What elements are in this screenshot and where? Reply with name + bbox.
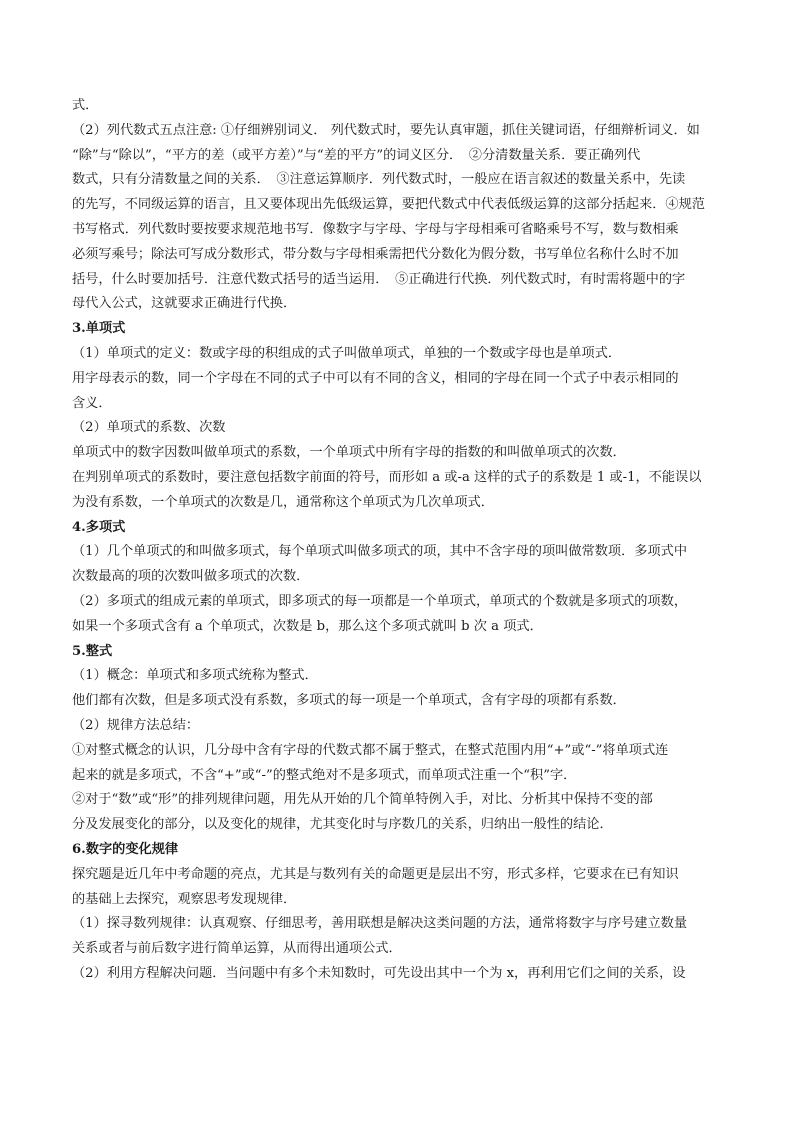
text-line: “除”与“除以”，“平方的差（或平方差）”与“差的平方”的词义区分． ②分清数量关系．要正确列代 — [72, 147, 641, 163]
text-line: 母代入公式，这就要求正确进行代换． — [72, 296, 297, 312]
text-line: 式． — [72, 98, 99, 113]
text-line: 关系或者与前后数字进行简单运算，从而得出通项公式． — [72, 941, 402, 957]
document-page — [72, 94, 722, 987]
text-line: 括号，什么时要加括号．注意代数式括号的适当运用． ⑤正确进行代换．列代数式时，有时需将题中的字 — [72, 271, 686, 287]
document-body — [72, 94, 722, 987]
text-line: 在判别单项式的系数时，要注意包括数字前面的符号，而形如 a 或-a 这样的式子的系数是 1 或-1，不能误以 — [72, 469, 702, 485]
text-line: 为没有系数，一个单项式的次数是几，通常称这个单项式为几次单项式． — [72, 494, 494, 510]
text-line: （1）单项式的定义：数或字母的积组成的式子叫做单项式，单独的一个数或字母也是单项式． — [72, 345, 622, 361]
text-line: （2）规律方法总结： — [72, 717, 200, 733]
text-line: ②对于“数”或“形”的排列规律问题，用先从开始的几个简单特例入手，对比、分析其中保持不变的部 — [72, 792, 653, 808]
text-line: （2）单项式的系数、次数 — [72, 420, 226, 436]
text-line: 含义． — [72, 395, 112, 411]
text-line: 数式，只有分清数量之间的关系． ③注意运算顺序．列代数式时，一般应在语言叙述的数量关系中，先读 — [72, 172, 686, 188]
text-line: 探究题是近几年中考命题的亮点，尤其是与数列有关的命题更是层出不穷，形式多样，它要求在已有知识 — [72, 866, 679, 882]
text-line: （2）利用方程解决问题．当问题中有多个未知数时，可先设出其中一个为 x，再利用它们之间的关系，设 — [72, 965, 686, 981]
text-line: 的基础上去探究，观察思考发现规律． — [72, 891, 297, 907]
text-line: （1）探寻数列规律：认真观察、仔细思考，善用联想是解决这类问题的方法，通常将数字与序号建立数量 — [72, 916, 688, 932]
text-line: 次数最高的项的次数叫做多项式的次数． — [72, 569, 310, 585]
text-line: （1）几个单项式的和叫做多项式，每个单项式叫做多项式的项，其中不含字母的项叫做常数项．多项式中 — [72, 544, 688, 560]
text-line: ①对整式概念的认识，几分母中含有字母的代数式都不属于整式，在整式范围内用“+”或“-”将单项式连 — [72, 742, 669, 758]
text-line: 必须写乘号；除法可写成分数形式，带分数与字母相乘需把代分数化为假分数，书写单位名称什么时不加 — [72, 246, 679, 262]
section-heading: 5.整式 — [72, 643, 113, 659]
text-line: 分及发展变化的部分，以及变化的规律，尤其变化时与序数几的关系，归纳出一般性的结论． — [72, 817, 613, 833]
text-line: 用字母表示的数，同一个字母在不同的式子中可以有不同的含义，相同的字母在同一个式子中表示相同的 — [72, 370, 679, 386]
section-heading: 6.数字的变化规律 — [72, 841, 179, 857]
text-line: 起来的就是多项式，不含“+”或“-”的整式绝对不是多项式，而单项式注重一个“积”字． — [72, 767, 577, 783]
text-line: 他们都有次数，但是多项式没有系数，多项式的每一项是一个单项式，含有字母的项都有系数． — [72, 693, 626, 709]
section-heading: 3.单项式 — [72, 321, 126, 337]
text-line: 如果一个多项式含有 a 个单项式，次数是 b，那么这个多项式就叫 b 次 a 项式． — [72, 618, 543, 634]
text-line: 书写格式．列代数时要按要求规范地书写．像数字与字母、字母与字母相乘可省略乘号不写，数与数相乘 — [72, 221, 679, 237]
section-heading: 4.多项式 — [72, 519, 126, 535]
text-line: 单项式中的数字因数叫做单项式的系数，一个单项式中所有字母的指数的和叫做单项式的次数． — [72, 445, 626, 461]
text-line: （1）概念：单项式和多项式统称为整式． — [72, 668, 318, 684]
text-line: 的先写，不同级运算的语言，且又要体现出先低级运算，要把代数式中代表低级运算的这部分括起来．④规范 — [72, 197, 705, 213]
text-line: （2）多项式的组成元素的单项式，即多项式的每一项都是一个单项式，单项式的个数就是多项式的项数， — [72, 593, 688, 609]
text-line: （2）列代数式五点注意: ①仔细辨别词义． 列代数式时，要先认真审题，抓住关键词语，仔细辩析词义．如 — [72, 122, 700, 138]
